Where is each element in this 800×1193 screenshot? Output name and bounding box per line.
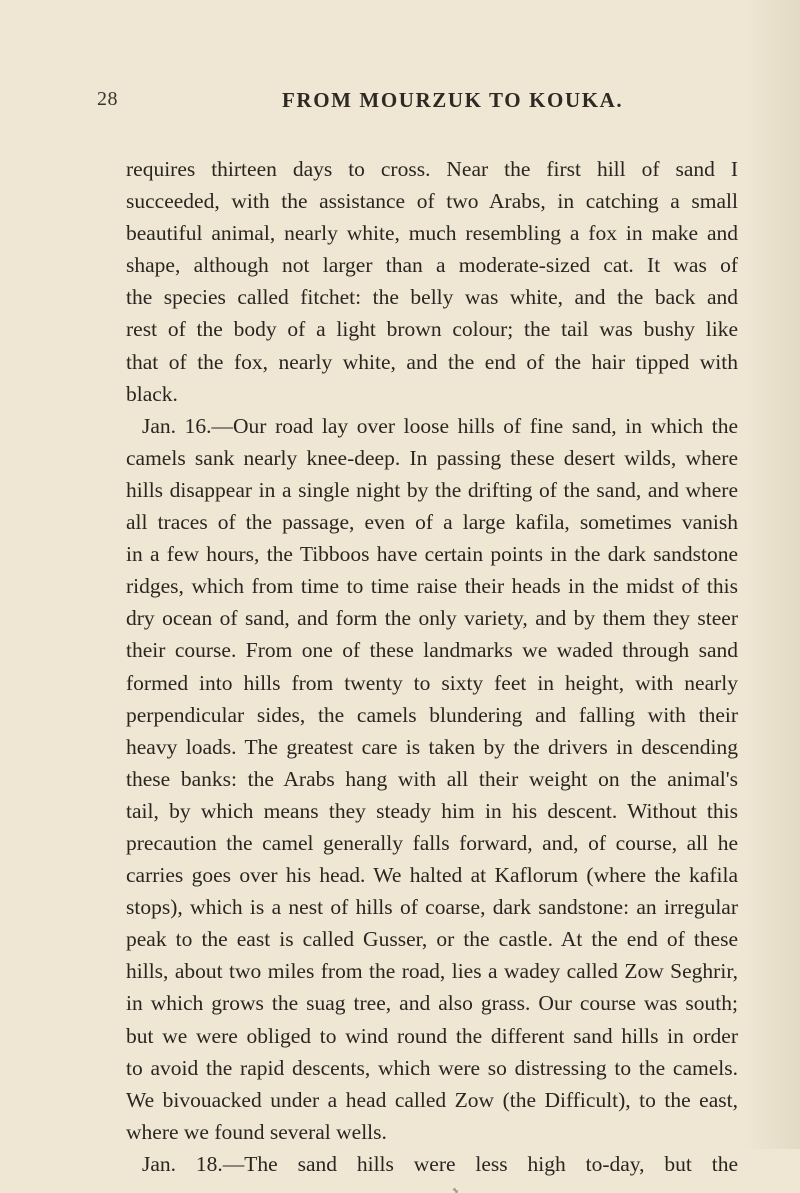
text-line: hills, about two miles from the road, lies a wadey called Zow Seghrir, xyxy=(126,959,738,984)
paper-speck xyxy=(453,1188,456,1191)
text-line: requires thirteen days to cross. Near the first hill of sand I xyxy=(126,157,738,181)
text-line: where we found several wells. xyxy=(126,1119,387,1144)
text-line: peak to the east is called Gusser, or the castle. At the end of these xyxy=(126,927,738,952)
text-line: dry ocean of sand, and form the only variety, and by them they steer xyxy=(126,606,738,631)
text-line: all traces of the passage, even of a large kafila, sometimes vanish xyxy=(126,510,738,535)
text-line: formed into hills from twenty to sixty feet in height, with nearly xyxy=(126,670,738,695)
text-line: these banks: the Arabs hang with all their weight on the animal's xyxy=(126,766,738,791)
chapter-title: FROM MOURZUK TO KOUKA. xyxy=(282,88,624,112)
text-line: heavy loads. The greatest care is taken by the drivers in descending xyxy=(126,734,738,759)
text-line: that of the fox, nearly white, and the end of the hair tipped with xyxy=(126,349,738,374)
text-line: in which grows the suag tree, and also grass. Our course was south; xyxy=(126,991,738,1016)
text-line: to avoid the rapid descents, which were so distressing to the camels. xyxy=(126,1055,738,1080)
body-text xyxy=(126,153,738,1180)
text-line: tail, by which means they steady him in his descent. Without this xyxy=(126,798,738,823)
text-line: shape, although not larger than a moderate-sized cat. It was of xyxy=(126,253,738,278)
text-line: Jan. 18.—The sand hills were less high to-day, but the xyxy=(142,1151,738,1176)
text-line: precaution the camel generally falls forward, and, of course, all he xyxy=(126,830,738,855)
text-line: camels sank nearly knee-deep. In passing these desert wilds, where xyxy=(126,445,738,470)
text-line: hills disappear in a single night by the drifting of the sand, and where xyxy=(126,477,738,502)
page-number: 28 xyxy=(97,88,118,110)
text-line: stops), which is a nest of hills of coarse, dark sandstone: an irregular xyxy=(126,895,738,920)
text-line: succeeded, with the assistance of two Arabs, in catching a small xyxy=(126,189,738,214)
text-line: rest of the body of a light brown colour; the tail was bushy like xyxy=(126,317,738,342)
text-line: the species called fitchet: the belly was white, and the back and xyxy=(126,285,738,310)
text-line: perpendicular sides, the camels blundering and falling with their xyxy=(126,702,738,727)
text-line: but we were obliged to wind round the different sand hills in order xyxy=(126,1023,738,1048)
text-line: in a few hours, the Tibboos have certain points in the dark sandstone xyxy=(126,542,738,567)
text-line: ridges, which from time to time raise their heads in the midst of this xyxy=(126,574,738,599)
text-line: Jan. 16.—Our road lay over loose hills of fine sand, in which the xyxy=(142,413,738,438)
text-line: their course. From one of these landmarks we waded through sand xyxy=(126,638,738,663)
text-line: carries goes over his head. We halted at Kaflorum (where the kafila xyxy=(126,863,738,888)
text-line: black. xyxy=(126,381,178,406)
running-head xyxy=(0,88,800,122)
text-line: We bivouacked under a head called Zow (the Difficult), to the east, xyxy=(126,1087,738,1112)
text-line: beautiful animal, nearly white, much resembling a fox in make and xyxy=(126,221,738,246)
